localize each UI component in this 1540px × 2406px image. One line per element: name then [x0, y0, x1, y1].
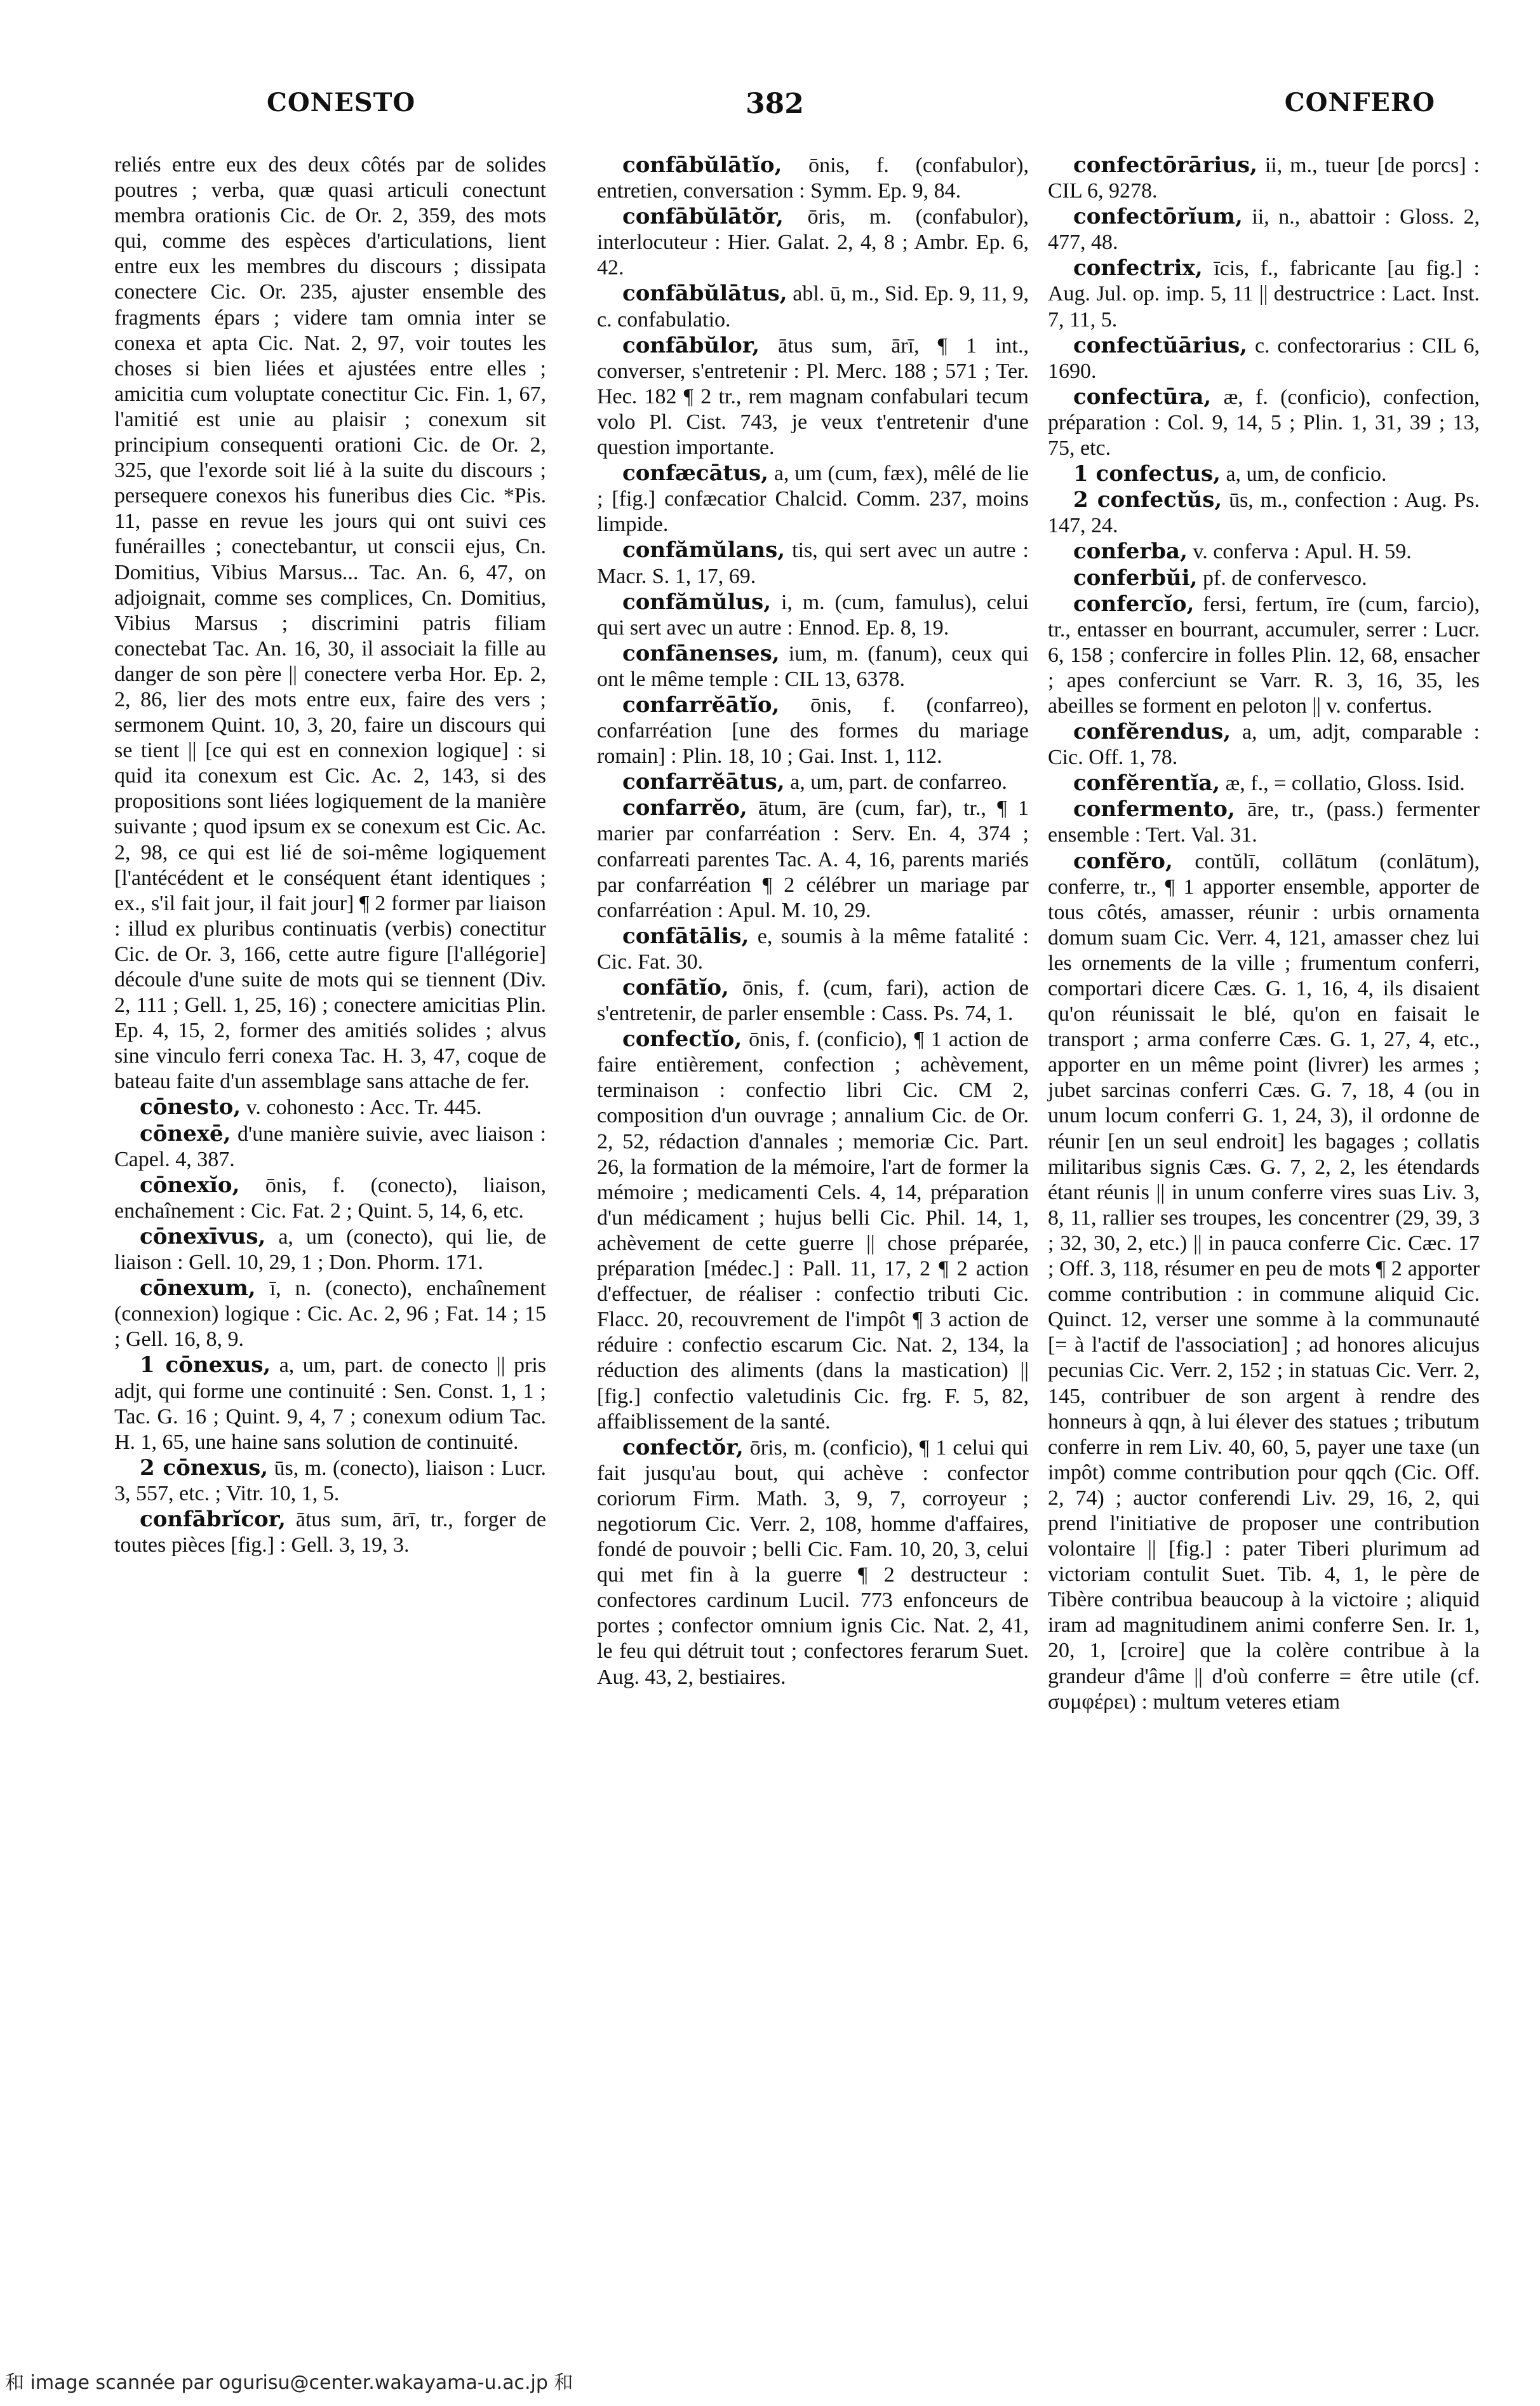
- dictionary-entry: [597, 692, 1029, 769]
- dictionary-entry: [114, 1224, 546, 1275]
- dictionary-entry: [1048, 487, 1480, 539]
- dictionary-entry: [114, 1121, 546, 1173]
- entry-definition: ātus sum, ārī, ¶ 1 int., converser, s'entretenir : Pl. Merc. 188 ; 571 ; Ter. Hec. 182 ¶ 2 tr., rem magnam confabulari tecum volo Pl. Cist. 743, je veux t'entretenir d'une question importante.: [597, 333, 1029, 460]
- dictionary-entry: [1048, 719, 1480, 770]
- dictionary-entry: [114, 1352, 546, 1455]
- entry-headword: confectĭo,: [622, 1026, 742, 1052]
- entry-definition: c. confectorarius : CIL 6, 1690.: [1048, 333, 1480, 383]
- entry-headword: confānenses,: [622, 640, 780, 666]
- entry-headword: 1 cōnexus,: [140, 1352, 271, 1378]
- entry-headword: confātĭo,: [622, 975, 729, 1000]
- entry-headword: conferba,: [1073, 539, 1188, 565]
- dictionary-entry: [597, 589, 1029, 641]
- left-running-headword: CONESTO: [267, 88, 416, 118]
- entry-definition: ūs, m., confection : Aug. Ps. 147, 24.: [1048, 488, 1480, 538]
- entry-headword: cōnexē,: [140, 1120, 231, 1146]
- dictionary-entry: [597, 975, 1029, 1026]
- entry-definition: ōris, m. (confabulor), interlocuteur : Hier. Galat. 2, 4, 8 ; Ambr. Ep. 6, 42.: [597, 205, 1029, 280]
- entry-definition: ii, n., abattoir : Gloss. 2, 477, 48.: [1048, 205, 1480, 255]
- page-number: 382: [746, 88, 804, 120]
- entry-definition: ōnis, f. (confabulor), entretien, conversation : Symm. Ep. 9, 84.: [597, 154, 1029, 203]
- entry-definition: ium, m. (fanum), ceux qui ont le même temple : CIL 13, 6378.: [597, 642, 1029, 691]
- dictionary-entry: [1048, 204, 1480, 255]
- dictionary-entry: [597, 204, 1029, 281]
- entry-headword: confātālis,: [622, 923, 749, 949]
- right-running-headword: CONFERO: [1284, 88, 1435, 118]
- dictionary-entry: [1048, 796, 1480, 848]
- entry-headword: confectōrārius,: [1073, 152, 1257, 178]
- entry-definition: ūs, m. (conecto), liaison : Lucr. 3, 557, etc. ; Vitr. 10, 1, 5.: [114, 1456, 546, 1505]
- column-3: [1048, 152, 1480, 1715]
- dictionary-entry: [597, 795, 1029, 923]
- entry-headword: 2 cōnexus,: [140, 1455, 269, 1481]
- entry-headword: confectŏr,: [622, 1434, 744, 1460]
- entry-definition: ii, m., tueur [de porcs] : CIL 6, 9278.: [1048, 154, 1480, 203]
- dictionary-entry: [114, 1173, 546, 1224]
- running-header: [108, 88, 1442, 138]
- entry-definition: a, um, de conficio.: [1226, 462, 1387, 487]
- dictionary-entry: [1048, 539, 1480, 565]
- column-1: [114, 152, 546, 1558]
- dictionary-entry: [114, 1455, 546, 1507]
- entry-definition: pf. de confervesco.: [1203, 566, 1367, 590]
- dictionary-entry: [114, 1507, 546, 1558]
- entry-definition: æ, f. (conficio), confection, préparation : Col. 9, 14, 5 ; Plin. 1, 31, 39 ; 13, 75, etc.: [1048, 385, 1480, 460]
- dictionary-entry: [1048, 565, 1480, 591]
- entry-headword: confæcātus,: [622, 460, 769, 487]
- entry-definition: v. cohonesto : Acc. Tr. 445.: [246, 1096, 482, 1120]
- entry-definition: ōris, m. (conficio), ¶ 1 celui qui fait jusqu'au bout, qui achève : confector coriorum Firm. Math. 3, 9, 7, corroyeur ; negotiorum Cic. Verr. 2, 108, homme d'affaires, fondé de pouvoir ; belli Cic. Fam. 10, 20, 3, celui qui met fin à la guerre ¶ 2 destructeur : confectores cardinum Lucil. 773 enfonceurs de portes ; confector omnium ignis Cic. Nat. 2, 41, le feu qui détruit tout ; confectores ferarum Suet. Aug. 43, 2, bestiaires.: [597, 1435, 1029, 1689]
- dictionary-entry: [597, 1435, 1029, 1690]
- dictionary-entry: [1048, 384, 1480, 461]
- entry-headword: confābŭlor,: [622, 332, 760, 358]
- entry-definition: āre, tr., (pass.) fermenter ensemble : Tert. Val. 31.: [1048, 798, 1480, 847]
- entry-definition: fersi, fertum, īre (cum, farcio), tr., entasser en bourrant, accumuler, serrer : Lucr. 6, 158 ; confercire in folles Plin. 12, 68, ensacher ; apes conferciunt se Varr. R. 3, 16, 35, les abeilles se forment en peloton || v. confertus.: [1048, 592, 1480, 718]
- entry-definition: ātum, āre (cum, far), tr., ¶ 1 marier par confarréation : Serv. En. 4, 374 ; confarreati parentes Tac. A. 4, 16, parents mariés par confarréation ¶ 2 célébrer un mariage par confarréation : Apul. M. 10, 29.: [597, 796, 1029, 922]
- entry-headword: conferbŭi,: [1073, 565, 1198, 591]
- entry-headword: confămŭlus,: [622, 589, 772, 615]
- entry-headword: confarrĕātus,: [622, 769, 785, 795]
- dictionary-entry: [597, 152, 1029, 204]
- entry-headword: confectūra,: [1073, 384, 1212, 410]
- scan-credit-footer: 和 image scannée par ogurisu@center.wakayama-u.ac.jp 和: [5, 2372, 573, 2394]
- dictionary-entry: [1048, 333, 1480, 384]
- dictionary-entry: [114, 152, 546, 1094]
- entry-definition: ōnis, f. (conficio), ¶ 1 action de faire entièrement, confection ; achèvement, terminaison : confectio libri Cic. CM 2, composition d'un ouvrage ; annalium Cic. de Or. 2, 52, rédaction d'annales ; memoriæ Cic. Part. 26, la formation de la mémoire, l'art de former la mémoire ; medicamenti Cels. 4, 14, préparation d'un médicament ; hujus belli Cic. Phil. 14, 1, achèvement de cette guerre || chose préparée, préparation [médec.] : Pall. 11, 17, 2 ¶ 2 action d'effectuer, de réaliser : confectio tributi Cic. Flacc. 20, recouvrement de l'impôt ¶ 3 action de réduire : confectio escarum Cic. Nat. 2, 134, la réduction des aliments (dans la mastication) || [fig.] confectio valetudinis Cic. frg. F. 5, 82, affaiblissement de la santé.: [597, 1028, 1029, 1434]
- entry-definition: æ, f., = collatio, Gloss. Isid.: [1225, 772, 1465, 796]
- entry-definition: ī, n. (conecto), enchaînement (connexion) logique : Cic. Ac. 2, 96 ; Fat. 14 ; 15 ; Gell. 16, 8, 9.: [114, 1277, 547, 1352]
- dictionary-entry: [114, 1275, 546, 1352]
- entry-headword: confermento,: [1073, 796, 1235, 823]
- entry-definition: a, um, part. de conecto || pris adjt, qui forme une continuité : Sen. Const. 1, 1 ; Tac. G. 16 ; Quint. 9, 4, 7 ; conexum odium Tac. H. 1, 65, une haine sans solution de continuité.: [114, 1354, 546, 1454]
- entry-headword: confectrix,: [1073, 255, 1203, 281]
- entry-definition: e, soumis à la même fatalité : Cic. Fat. 30.: [597, 924, 1029, 974]
- dictionary-entry: [597, 537, 1029, 589]
- entry-headword: 1 confectus,: [1073, 461, 1221, 487]
- dictionary-entry: [1048, 461, 1480, 487]
- dictionary-entry: [597, 460, 1029, 537]
- dictionary-entry: [114, 1094, 546, 1120]
- dictionary-entry: [597, 641, 1029, 692]
- entry-definition: reliés entre eux des deux côtés par de solides poutres ; verba, quæ quasi articuli conectunt membra orationis Cic. de Or. 2, 359, des mots qui, comme des espèces d'articulations, lient entre eux les membres du discours ; dissipata conectere Cic. Or. 235, ajuster ensemble des fragments épars ; videre tam omnia inter se conexa et apta Cic. Nat. 2, 97, voir toutes les choses si bien liées et ajustées entre elles ; amicitia cum voluptate conectitur Cic. Fin. 1, 67, l'amitié est unie au plaisir ; conexum sit principium consequenti orationi Cic. de Or. 2, 325, que l'exorde soit lié à la suite du discours ; persequere conexos his funeribus dies Cic. *Pis. 11, passe en revue les jours qui ont suivi ces funérailles ; conectebantur, ut conscii ejus, Cn. Domitius, Vibius Marsus... Tac. An. 6, 47, on adjoignait, comme ses complices, Cn. Domitius, Vibius Marsus ; discrimini patris filiam conectebat Tac. An. 16, 30, il associait la fille au danger de son père || conectere verba Hor. Ep. 2, 2, 86, lier des mots entre eux, faire des vers ; sermonem Quint. 10, 3, 20, faire un discours qui se tient || [ce qui est en connexion logique] : si quid ita conexum est Cic. Ac. 2, 143, si des propositions sont liées logiquement de la manière suivante ; quod ipsum ex se conexum est Cic. Ac. 2, 98, ce qui est lié de soi-même logiquement [l'antécédent et le conséquent étant identiques ; ex., s'il fait jour, il fait jour] ¶ 2 former par liaison : illud ex pluribus continuatis (verbis) conectitur Cic. de Or. 3, 166, cette autre figure [l'allégorie] découle d'une suite de mots qui se tiennent (Div. 2, 111 ; Gell. 1, 25, 16) ; conectere amicitias Plin. Ep. 4, 15, 2, former des amitiés solides ; alvus sine vinculo ferri conexa Tac. H. 3, 47, coque de bateau faite d'un assemblage sans attache de fer.: [114, 153, 546, 1094]
- entry-definition: a, um (cum, fæx), mêlé de lie ; [fig.] confæcatior Chalcid. Comm. 237, moins limpide.: [597, 462, 1029, 537]
- entry-definition: īcis, f., fabricante [au fig.] : Aug. Jul. op. imp. 5, 11 || destructrice : Lact. Inst. 7, 11, 5.: [1048, 257, 1480, 332]
- entry-headword: confĕro,: [1073, 848, 1173, 874]
- dictionary-entry: [597, 1026, 1029, 1435]
- entry-definition: a, um, adjt, comparable : Cic. Off. 1, 78.: [1048, 720, 1480, 770]
- dictionary-entry: [597, 769, 1029, 795]
- dictionary-entry: [1048, 849, 1480, 1715]
- dictionary-entry: [597, 281, 1029, 332]
- entry-headword: confămŭlans,: [622, 537, 786, 563]
- entry-headword: confarrĕo,: [622, 795, 747, 821]
- entry-definition: ōnis, f. (conecto), liaison, enchaînement : Cic. Fat. 2 ; Quint. 5, 14, 6, etc.: [114, 1173, 547, 1223]
- entry-definition: abl. ū, m., Sid. Ep. 9, 11, 9, c. confabulatio.: [597, 282, 1029, 332]
- entry-definition: ātus sum, ārī, tr., forger de toutes pièces [fig.] : Gell. 3, 19, 3.: [114, 1507, 546, 1557]
- dictionary-entry: [1048, 152, 1480, 204]
- entry-headword: confābŭlātus,: [622, 281, 787, 307]
- entry-definition: d'une manière suivie, avec liaison : Capel. 4, 387.: [114, 1122, 546, 1171]
- entry-definition: contŭlī, collātum (conlātum), conferre, tr., ¶ 1 apporter ensemble, apporter de tous côtés, amasser, réunir : urbis ornamenta domum suam Cic. Verr. 4, 121, amasser chez lui les ornements de la ville ; frumentum conferri, comportari dicere Cæs. G. 1, 16, 4, ils disaient qu'on réunissait le blé, qu'on en faisait le transport ; arma conferre Cæs. G. 1, 27, 4, etc., apporter en un même point (livrer) les armes ; jubet sarcinas conferri Cæs. G. 7, 18, 4 (ou in unum locum conferri G. 1, 24, 3), il ordonne de réunir [en un seul endroit] les bagages ; collatis militaribus signis Cæs. G. 7, 2, 2, les étendards étant réunis || in unum conferre vires suas Liv. 3, 8, 11, rallier ses troupes, les concentrer (29, 39, 3 ; 32, 30, 2, etc.) || in pauca conferre Cic. Cæc. 17 ; Off. 3, 118, résumer en peu de mots ¶ 2 apporter comme contribution : in commune aliquid Cic. Quinct. 12, verser une somme à la communauté [= à l'actif de l'association] ; ad honores alicujus pecunias Cic. Verr. 2, 152 ; in statuas Cic. Verr. 2, 145, contribuer de son argent à rendre des honneurs à qqn, à lui élever des statues ; tributum conferre in rem Liv. 40, 60, 5, payer une taxe (un impôt) comme contribution pour qqch (Cic. Off. 2, 74) ; auctor conferendi Liv. 29, 16, 2, qui prend l'initiative de proposer une contribution volontaire || [fig.] : pater Tiberi plurimum ad victoriam contulit Suet. Tib. 4, 1, le père de Tibère contribua beaucoup à la victoire ; aliquid iram ad magnitudinem animi conferre Sen. Ir. 1, 20, 1, [croire] que la colère contribue à la grandeur d'âme || d'où conferre = être utile (cf. συμφέρει) : multum veteres etiam: [1048, 849, 1480, 1714]
- entry-headword: confarrĕātĭo,: [622, 692, 780, 718]
- dictionary-entry: [597, 333, 1029, 460]
- dictionary-entry: [1048, 591, 1480, 719]
- entry-headword: confābŭlātĭo,: [622, 152, 782, 178]
- entry-headword: cōnexĭo,: [140, 1172, 240, 1198]
- entry-headword: confercĭo,: [1073, 591, 1195, 617]
- entry-definition: a, um (conecto), qui lie, de liaison : Gell. 10, 29, 1 ; Don. Phorm. 171.: [114, 1225, 547, 1275]
- entry-headword: cōnesto,: [140, 1094, 241, 1120]
- entry-headword: cōnexum,: [140, 1275, 256, 1301]
- entry-headword: confābrĭcor,: [140, 1506, 286, 1532]
- dictionary-entry: [597, 924, 1029, 975]
- entry-headword: confectŭārius,: [1073, 332, 1248, 358]
- entry-headword: 2 confectŭs,: [1073, 487, 1222, 513]
- entry-definition: a, um, part. de confarreo.: [790, 770, 1007, 795]
- dictionary-entry: [1048, 770, 1480, 796]
- entry-definition: ōnis, f. (confarreo), confarréation [une des formes du mariage romain] : Plin. 18, 10 ; Gai. Inst. 1, 112.: [597, 693, 1029, 769]
- entry-definition: i, m. (cum, famulus), celui qui sert avec un autre : Ennod. Ep. 8, 19.: [597, 590, 1029, 640]
- entry-definition: ōnis, f. (cum, fari), action de s'entretenir, de parler ensemble : Cass. Ps. 74, 1.: [597, 976, 1029, 1026]
- entry-definition: tis, qui sert avec un autre : Macr. S. 1, 17, 69.: [597, 539, 1029, 588]
- entry-headword: confectōrĭum,: [1073, 204, 1243, 230]
- entry-definition: v. conferva : Apul. H. 59.: [1193, 540, 1412, 564]
- column-2: [597, 152, 1029, 1690]
- entry-headword: confābŭlātŏr,: [622, 204, 784, 230]
- entry-headword: cōnexīvus,: [140, 1223, 266, 1249]
- entry-headword: confĕrendus,: [1073, 719, 1231, 745]
- dictionary-entry: [1048, 255, 1480, 332]
- entry-headword: confĕrentĭa,: [1073, 770, 1221, 796]
